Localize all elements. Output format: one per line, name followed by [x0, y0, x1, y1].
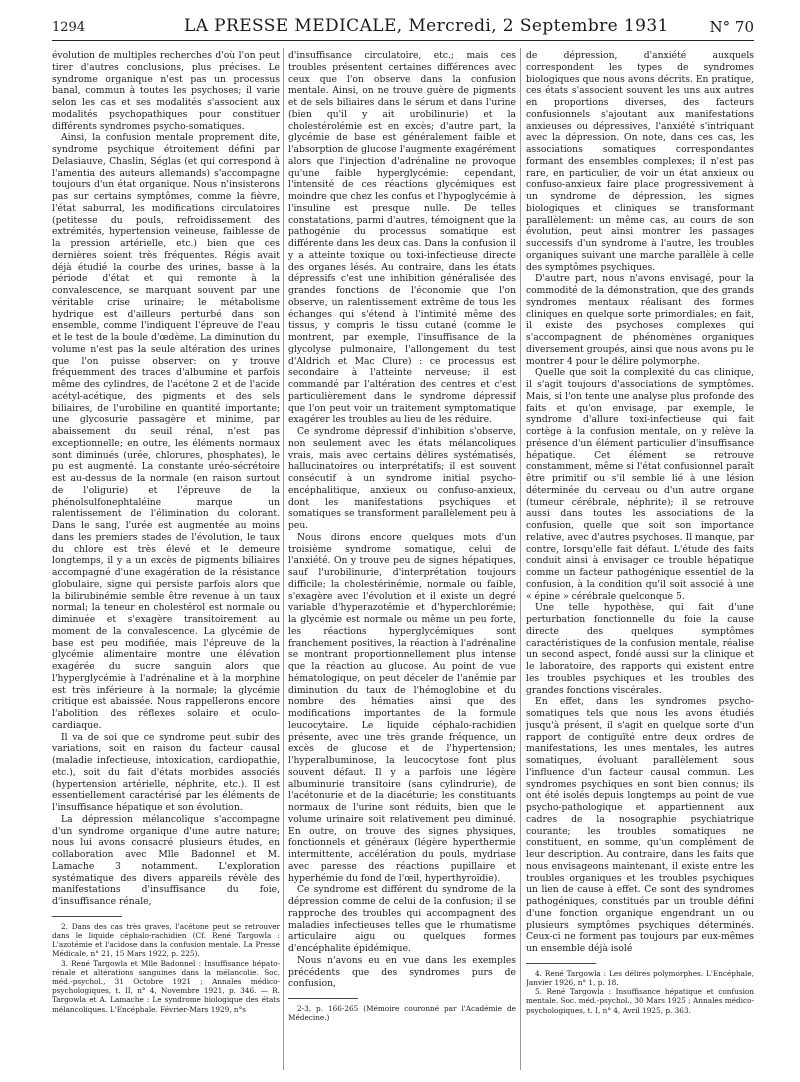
paragraph: En effet, dans les syndromes psycho-somatiques tels que nous les avons étudiés jusqu'à présent, il s'agit en quelque sorte d'un rapport de contiguïté entre deux ordres de manifestations, les unes mentales, les autres somatiques, évoluant parallèlement sous l'influence d'un facteur causal commun. Les syndromes psychiques en sont bien connus; ils ont été isolés depuis longtemps au point de vue psycho-pathologique et appartiennent aux cadres de la nosographie psychiatrique courante; les troubles somatiques ne constituent, en somme, qu'un complément de leur description. Au contraire, dans les faits que nous envisageons maintenant, il existe entre les troubles organiques et les troubles psychiques un lien de cause à effet. Ce sont des syndromes pathogéniques, constitués par un trouble défini d'une fonction organique engendrant un ou plusieurs symptômes psychiques déterminés. Ceux-ci ne forment pas toujours par eux-mêmes un ensemble déjà isolé	[526, 696, 754, 954]
text-column-3	[526, 50, 754, 1072]
column-divider	[283, 48, 284, 1070]
paragraph: Ainsi, la confusion mentale proprement dite, syndrome psychique étroitement défini par Delasiauve, Chaslin, Séglas (et qui correspond à l'amentia des auteurs allemands) s'accompagne toujours d'un état organique. Nous n'insisterons pas sur certains symptômes, comme la fièvre, l'état saburral, les modifications circulatoires (petitesse du pouls, refroidissement des extrémités, hypertension veineuse, faiblesse de la pression artérielle, etc.) bien que ces dernières soient très fréquentes. Régis avait déjà étudié la courbe des urines, basse à la période d'état et qui remonte à la convalescence, se marquant souvent par une véritable crise urinaire; le métabolisme hydrique est d'ailleurs perturbé dans son ensemble, comme l'indiquent l'épreuve de l'eau et le test de la boule d'œdème. La diminution du volume n'est pas la seule altération des urines que l'on puisse observer: on y trouve fréquemment des traces d'albumine et parfois même des cylindres, de l'acétone 2 et de l'acide acétyl-acétique, des pigments et des sels biliaires, de l'urobiline en quantité importante; une glycosurie passagère et minime, par abaissement du seuil rénal, n'est pas exceptionnelle; en outre, les éléments normaux sont diminués (urée, chlorures, phosphates), le pu est augmenté. La constante uréo-sécrétoire est au-dessus de la normale (en raison surtout de l'oligurie) et l'épreuve de la phénolsulfonephtaléine marque un ralentissement de l'élimination du colorant. Dans le sang, l'urée est augmentée au moins dans les premiers stades de l'évolution, le taux du chlore est très élevé et le demeure longtemps, il y a un excès de pigments biliaires accompagné d'une exagération de la résistance globulaire, signe qui persiste parfois alors que la bilirubinémie semble être revenue à un taux normal; la teneur en cholestérol est normale ou diminuée et s'exagère transitoirement au moment de la convalescence. La glycémie de base est peu modifiée, mais l'épreuve de la glycémie alimentaire montre une élévation exagérée du sucre sanguin alors que l'hyperglycémie à l'adrénaline et à la morphine est très inférieure à la normale; la glycémie critique est abaissée. Nous rappellerons encore l'abolition des réflexes solaire et oculo-cardiaque.	[52, 132, 280, 731]
footnote: 4. René Targowla : Les délires polymorphes. L'Encéphale, Janvier 1926, n° 1, p. 18.	[526, 968, 754, 987]
paragraph: Nous n'avons eu en vue dans les exemples précédents que des syndromes purs de confusion,	[288, 954, 516, 990]
text-column-1	[52, 50, 280, 1072]
page-number: 1294	[52, 20, 86, 35]
paragraph: évolution de multiples recherches d'où l'on peut tirer d'autres conclusions, plus précises. Le syndrome organique n'est pas un processus banal, commun à toutes les psychoses; il varie selon les cas et ses modalités s'associent aux modalités psychopathiques pour constituer différents syndromes psycho-somatiques.	[52, 50, 280, 132]
footnote-rule	[526, 963, 596, 964]
paragraph: Ce syndrome est différent du syndrome de la dépression comme de celui de la confusion; il se rapproche des troubles qui accompagnent des maladies infectieuses telles que le rhumatisme articulaire aigu ou quelques formes d'encéphalite épidémique.	[288, 884, 516, 954]
paragraph: d'insuffisance circulatoire, etc.; mais ces troubles présentent certaines différences avec ceux que l'on observe dans la confusion mentale. Ainsi, on ne trouve guère de pigments et de sels biliaires dans le sérum et dans l'urine (bien qu'il y ait urobilinurie) et la cholestérolémie est en excès; d'autre part, la glycémie de base est généralement faible et l'absorption de glucose l'augmente exagérément alors que l'injection d'adrénaline ne provoque qu'une faible hyperglycémie: cependant, l'intensité de ces réactions glycémiques est moindre que chez les confus et l'hypoglycémie à l'insuline est presque nulle. De telles constatations, parmi d'autres, témoignent que la pathogénie du processus somatique est différente dans les deux cas. Dans la confusion il y a atteinte toxique ou toxi-infectieuse directe des organes lésés. Au contraire, dans les états dépressifs c'est une inhibition généralisée des grandes fonctions de l'économie que l'on observe, un ralentissement extrême de tous les échanges qui s'étend à l'intimité même des tissus, y compris le tissu cutané (comme le montrent, par exemple, l'insuffisance de la glycolyse pulmonaire, l'allongement du test d'Aldrich et Mac Clure) : ce processus est secondaire à l'atteinte nerveuse; il est commandé par l'altération des centres et c'est particulièrement dans le syndrome dépressif que l'on peut voir un traitement symptomatique exagérer les troubles au lieu de les réduire.	[288, 50, 516, 426]
paragraph: Quelle que soit la complexité du cas clinique, il s'agit toujours d'associations de symptômes. Mais, si l'on tente une analyse plus profonde des faits et qu'on envisage, par exemple, le syndrome d'allure toxi-infectieuse qui fait cortège à la confusion mentale, on y relève la présence d'un élément particulier d'insuffisance hépatique. Cet élément se retrouve constamment, même si l'état confusionnel paraît être primitif ou s'il semble lié à une lésion déterminée du cerveau ou d'un autre organe (tumeur cérébrale, néphrite); il se retrouve aussi dans toutes les associations de la confusion, quelle que soit son importance relative, avec d'autres psychoses. Il manque, par contre, lorsqu'elle fait défaut. L'étude des faits conduit ainsi à envisager ce trouble hépatique comme un facteur pathogénique essentiel de la confusion, à la condition qu'il soit associé à une « épine » cérébrale quelconque 5.	[526, 367, 754, 602]
paragraph: Une telle hypothèse, qui fait d'une perturbation fonctionnelle du foie la cause directe des quelques symptômes caractéristiques de la confusion mentale, réalise un second aspect, fondé aussi sur la clinique et le laboratoire, des rapports qui existent entre les troubles psychiques et les troubles des grandes fonctions viscérales.	[526, 602, 754, 696]
paragraph: Il va de soi que ce syndrome peut subir des variations, soit en raison du facteur causal (maladie infectieuse, intoxication, cardiopathie, etc.), soit du fait d'états morbides associés (hypertension artérielle, néphrite, etc.). Il est essentiellement caractérisé par les éléments de l'insuffisance hépatique et son évolution.	[52, 731, 280, 813]
header-rule	[52, 40, 754, 41]
footnote-rule	[288, 998, 358, 999]
paragraph: de dépression, d'anxiété auxquels correspondent les types de syndromes biologiques que nous avons décrits. En pratique, ces états s'associent souvent les uns aux autres en proportions diverses, des facteurs confusionnels s'ajoutant aux manifestations anxieuses ou dépressives, l'anxiété s'intriquant avec la dépression. On note, dans ces cas, les associations somatiques correspondantes formant des ensembles complexes; il n'est pas rare, en particulier, de voir un état anxieux ou confuso-anxieux faire place progressivement à un syndrome de dépression, les signes biologiques et cliniques se transformant parallèlement: un même cas, au cours de son évolution, peut ainsi montrer les passages successifs d'un syndrome à l'autre, les troubles organiques suivant une marche parallèle à celle des symptômes psychiques.	[526, 50, 754, 273]
footnote: 2. Dans des cas très graves, l'acétone peut se retrouver dans le liquide céphalo-rachidien (Cf. René Targowla : L'azotémie et l'acidose dans la confusion mentale. La Presse Médicale, n° 21, 15 Mars 1922, p. 225).	[52, 921, 280, 959]
footnote-rule	[52, 916, 122, 917]
paragraph: La dépression mélancolique s'accompagne d'un syndrome organique d'une autre nature; nous lui avons consacré plusieurs études, en collaboration avec Mlle Badonnel et M. Lamache 3 notamment. L'exploration systématique des divers appareils révèle des manifestations d'insuffisance du foie, d'insuffisance rénale,	[52, 813, 280, 907]
text-column-2	[288, 50, 516, 1072]
paragraph: D'autre part, nous n'avons envisagé, pour la commodité de la démonstration, que des grands syndromes mentaux réalisant des formes cliniques en quelque sorte primordiales; en fait, il existe des psychoses complexes qui s'accompagnent de phénomènes organiques diversement groupés, ainsi que nous avons pu le montrer 4 pour le délire polymorphe.	[526, 273, 754, 367]
footnote: 2-3, p. 166-265 (Mémoire couronné par l'Académie de Médecine.)	[288, 1004, 516, 1023]
issue-number: N° 70	[709, 18, 754, 36]
paragraph: Ce syndrome dépressif d'inhibition s'observe, non seulement avec les états mélancoliques vrais, mais avec certains délires systématisés, hallucinatoires ou interprétatifs; il est souvent consécutif à un syndrome initial psycho-encéphalitique, anxieux ou confuso-anxieux, dont les manifestations psychiques et somatiques se transforment parallèlement peu à peu.	[288, 426, 516, 531]
footnote: 3. René Targowla et Mlle Badonnel : Insuffisance hépato-rénale et altérations sanguines dans la mélancolie. Soc. méd.-psychol., 31 Octobre 1921 ; Annales médico-psychologiques, t. II, n° 4, Novembre 1921, p. 346. — R. Targowla et A. Lamache : Le syndrome biologique des états mélancoliques. L'Encéphale. Février-Mars 1929, n°s	[52, 958, 280, 1014]
column-divider	[520, 48, 521, 1070]
footnote: 5. René Targowla : Insuffisance hépatique et confusion mentale. Soc. méd.-psychol., 30 Mars 1925 ; Annales médico-psychologiques, t. I, n° 4, Avril 1925, p. 363.	[526, 987, 754, 1015]
paragraph: Nous dirons encore quelques mots d'un troisième syndrome somatique, celui de l'anxiété. On y trouve peu de signes hépatiques, sauf l'urobilinurie, d'interprétation toujours difficile; la cholestérinémie, normale ou faible, s'exagère avec l'évolution et il existe un degré variable d'hyperazotémie et d'hyperchlorémie; la glycémie est normale ou même un peu forte, les réactions hyperglycémiques sont franchement positives, la réaction à l'adrénaline se montrant proportionnellement plus intense que la réaction au glucose. Au point de vue hématologique, on peut déceler de l'anémie par diminution du taux de l'hémoglobine et du nombre des hématies ainsi que des modifications importantes de la formule leucocytaire. Le liquide céphalo-rachidien présente, avec une très grande fréquence, un excès de glucose et de l'hypertension; l'hyperalbuminose, la leucocytose font plus souvent défaut. Il y a parfois une légère albuminurie transitoire (sans cylindrurie), de l'acétonurie et de la diacéturie; les constituants normaux de l'urine sont réduits, bien que le volume urinaire soit relativement peu diminué. En outre, on trouve des signes physiques, fonctionnels et généraux (légère hyperthermie intermittente, accélération du pouls, mydriase avec paresse des réactions pupillaire et hyperhémie du fond de l'œil, hyperthyroïdie).	[288, 531, 516, 884]
journal-title-date: LA PRESSE MEDICALE, Mercredi, 2 Septembre 1931	[184, 16, 669, 36]
